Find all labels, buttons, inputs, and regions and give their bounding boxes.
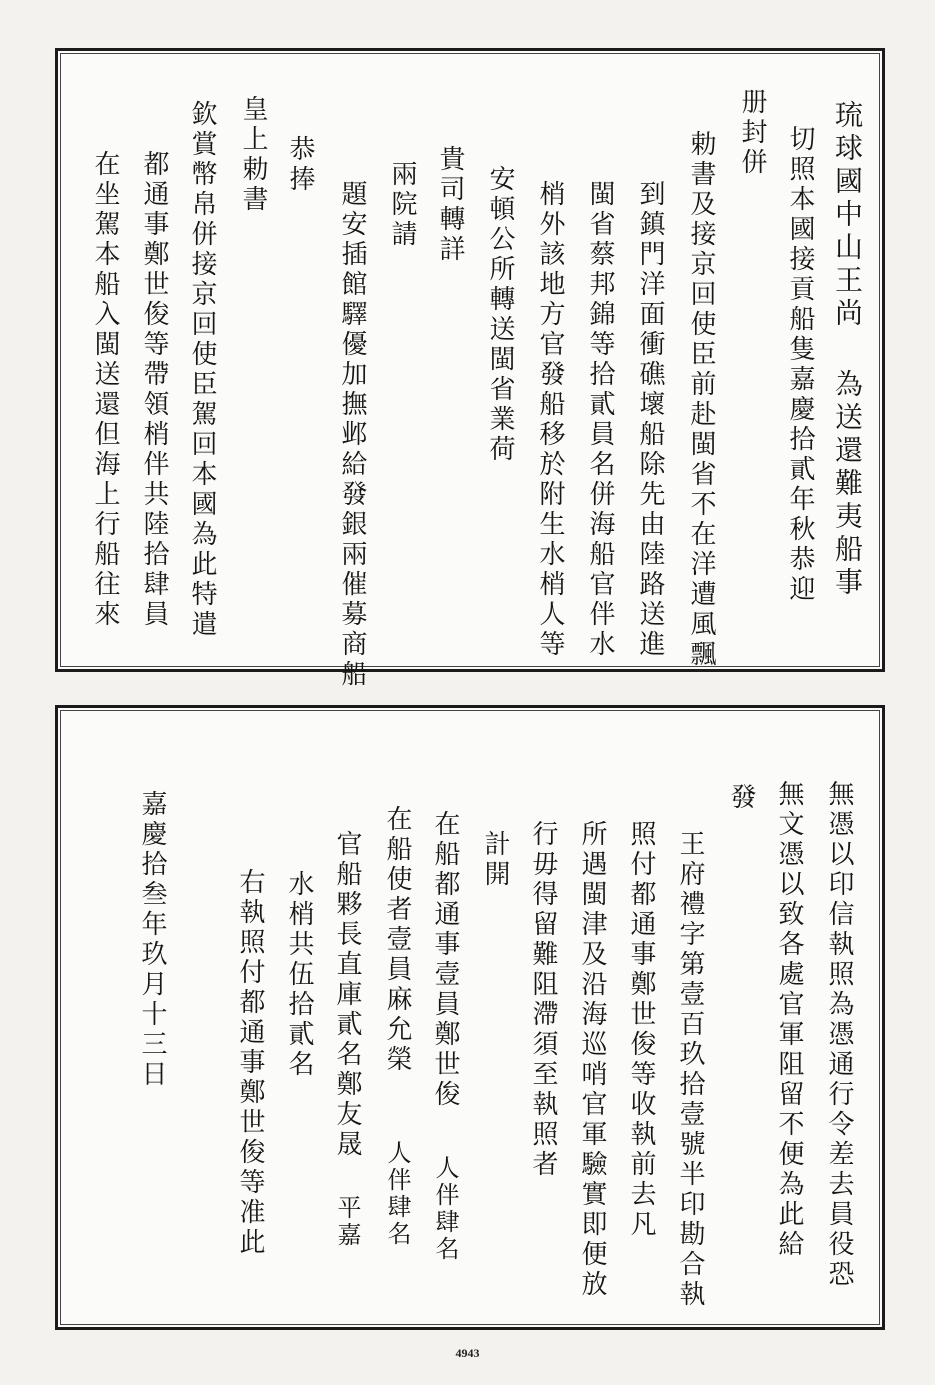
top-column-14: 欽賞幣帛併接京回使臣駕回本國為此特遣: [187, 100, 217, 640]
top-column-12: 恭捧: [285, 135, 315, 195]
bottom-column-7: 行毋得留難阻滯須至執照者: [528, 820, 558, 1180]
bottom-column-11: 官船夥長直庫貳名鄭友晟: [332, 830, 362, 1160]
bottom-column-9b: 人伴肆名: [431, 1155, 459, 1263]
page-number: 4943: [455, 1346, 480, 1360]
bottom-column-4: 王府禮字第壹百玖拾壹號半印勘合執: [675, 830, 705, 1310]
top-column-15: 都通事鄭世俊等帶領梢伴共陸拾肆員: [139, 150, 169, 630]
top-column-11: 題安插館驛優加撫邺給發銀兩催募商船: [337, 180, 367, 690]
bottom-column-10: 在船使者壹員麻允榮: [382, 805, 412, 1075]
bottom-column-8: 計開: [480, 830, 510, 890]
bottom-column-14: 嘉慶拾叁年玖月十三日: [137, 790, 167, 1090]
bottom-column-10b: 人伴肆名: [383, 1140, 411, 1248]
top-column-16: 在坐駕本船入閩送還但海上行船往來: [90, 150, 120, 630]
bottom-column-12: 水梢共伍拾貳名: [284, 870, 314, 1080]
lower-document-panel: [55, 705, 885, 1330]
top-column-13: 皇上勅書: [238, 95, 268, 215]
bottom-column-1: 無憑以印信執照為憑通行令差去員役恐: [824, 780, 854, 1290]
top-column-6: 閩省蔡邦錦等拾貳員名併海船官伴水: [585, 180, 615, 660]
bottom-column-2: 無文憑以致各處官軍阻留不便為此給: [774, 780, 804, 1260]
top-column-2: 切照本國接貢船隻嘉慶拾貳年秋恭迎: [785, 125, 815, 605]
top-column-7: 梢外該地方官發船移於附生水梢人等: [535, 180, 565, 660]
top-column-1: 琉球國中山王尚 為送還難夷船事: [831, 100, 864, 600]
bottom-column-11b: 平嘉: [333, 1195, 361, 1249]
bottom-column-5: 照付都通事鄭世俊等收執前去凡: [626, 820, 656, 1240]
top-column-10: 兩院請: [387, 160, 417, 250]
top-column-9: 貴司轉詳: [435, 145, 465, 265]
top-column-4: 勅書及接京回使臣前赴閩省不在洋遭風飄: [686, 130, 716, 670]
bottom-column-13: 右執照付都通事鄭世俊等准此: [235, 868, 265, 1258]
bottom-column-6: 所遇閩津及沿海巡哨官軍驗實即便放: [577, 820, 607, 1300]
top-column-3: 册封併: [737, 88, 767, 178]
top-column-8: 安頓公所轉送閩省業荷: [485, 165, 515, 465]
bottom-column-3: 發: [726, 783, 756, 813]
top-column-5: 到鎮門洋面衝礁壞船除先由陸路送進: [635, 180, 665, 660]
bottom-column-9: 在船都通事壹員鄭世俊: [430, 810, 460, 1110]
